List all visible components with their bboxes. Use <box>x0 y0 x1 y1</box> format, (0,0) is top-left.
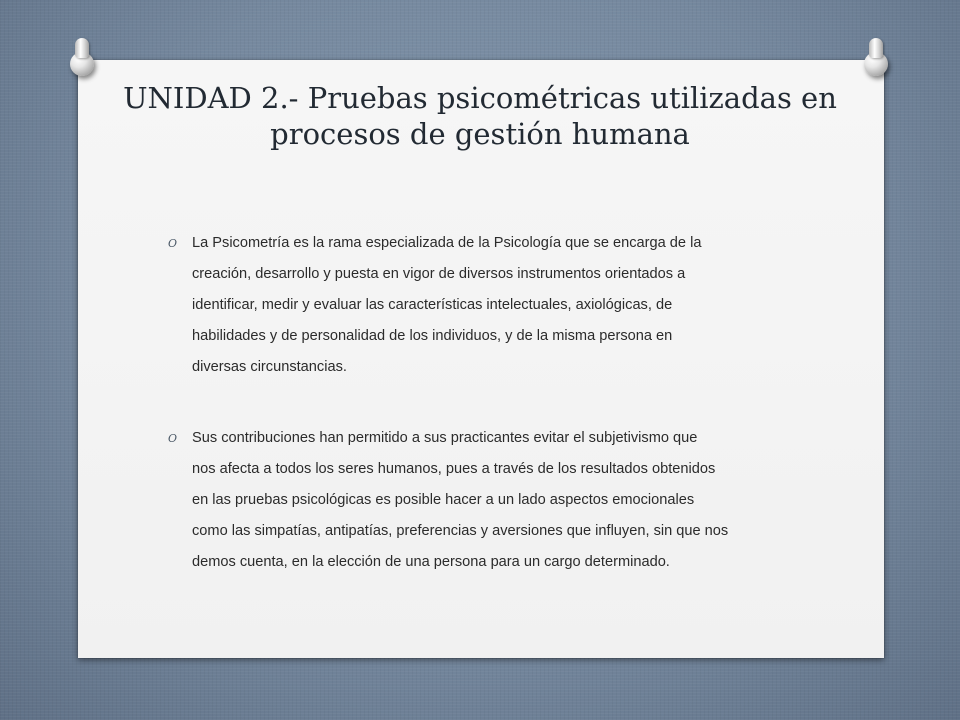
bullet-list <box>168 228 808 578</box>
bullet-line: como las simpatías, antipatías, preferencias y aversiones que influyen, sin que nos <box>192 523 729 539</box>
bullet-line: La Psicometría es la rama especializada de la Psicología que se encarga de la <box>192 235 702 251</box>
bullet-line: diversas circunstancias. <box>192 359 347 375</box>
bullet-line: nos afecta a todos los seres humanos, pues a través de los resultados obtenidos <box>192 461 716 477</box>
bullet-line: en las pruebas psicológicas es posible hacer a un lado aspectos emocionales <box>192 492 695 508</box>
bullet-line: Sus contribuciones han permitido a sus practicantes evitar el subjetivismo que <box>192 430 698 446</box>
pushpin-icon-right <box>864 52 888 76</box>
pushpin-icon-left <box>70 52 94 76</box>
bullet-line: creación, desarrollo y puesta en vigor de diversos instrumentos orientados a <box>192 266 686 282</box>
bullet-marker-icon: O <box>168 237 178 250</box>
bullet-item-psicometria <box>168 228 808 383</box>
slide-title-line-2: procesos de gestión humana <box>270 117 690 151</box>
bullet-item-contribuciones <box>168 423 808 578</box>
slide-title-line-1: UNIDAD 2.- Pruebas psicométricas utilizadas en <box>123 81 837 115</box>
bullet-line: habilidades y de personalidad de los individuos, y de la misma persona en <box>192 328 673 344</box>
bullet-marker-icon: O <box>168 432 178 445</box>
slide-title <box>0 80 960 152</box>
bullet-line: demos cuenta, en la elección de una persona para un cargo determinado. <box>192 554 670 570</box>
bullet-line: identificar, medir y evaluar las características intelectuales, axiológicas, de <box>192 297 673 313</box>
